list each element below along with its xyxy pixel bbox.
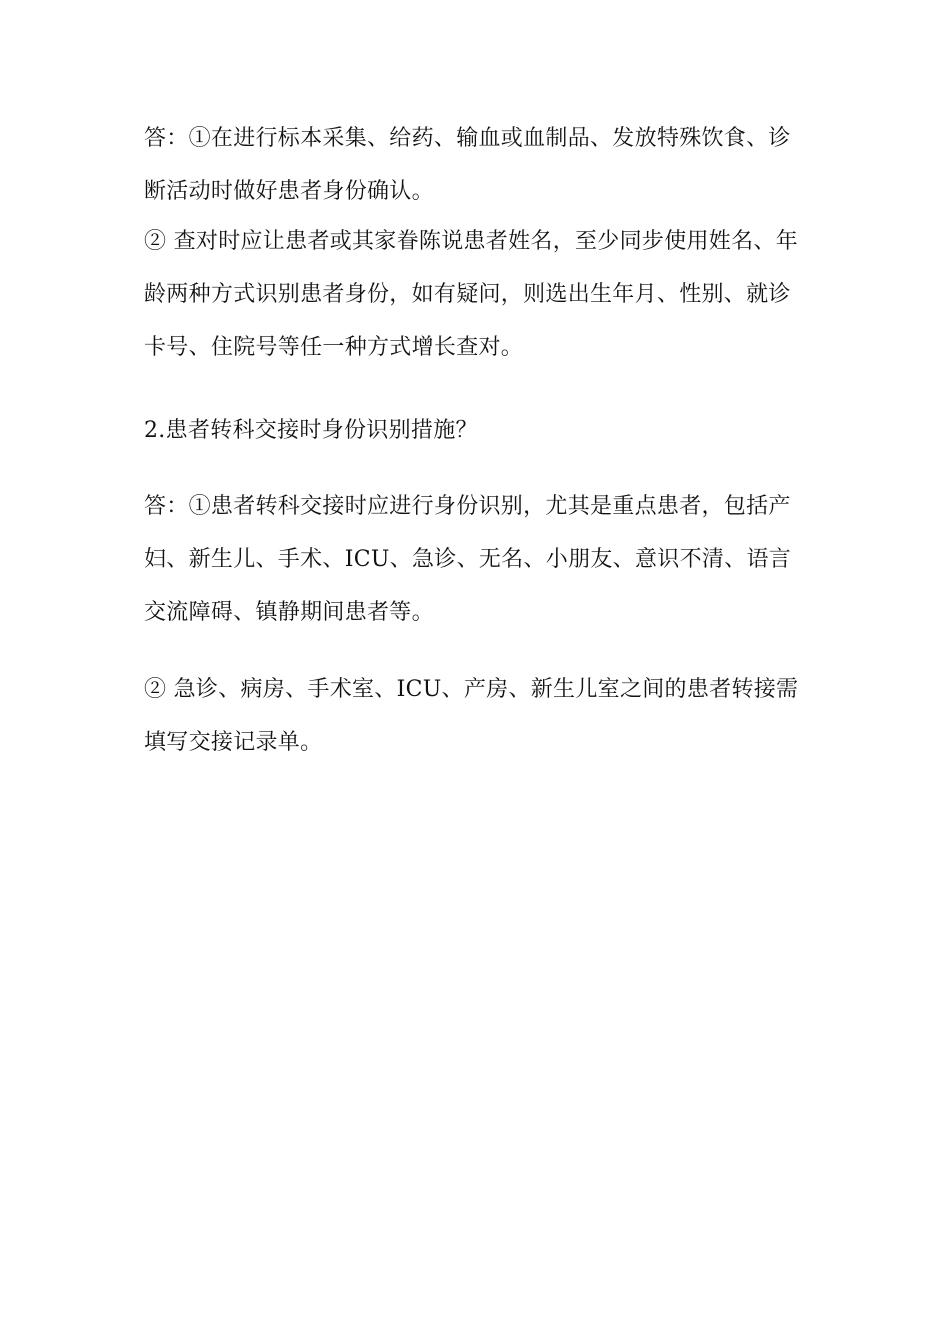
answer-1-part-1: 答：①在进行标本采集、给药、输血或血制品、发放特殊饮食、诊断活动时做好患者身份确认。 bbox=[144, 126, 791, 204]
answer-2-part-2: ② 急诊、病房、手术室、ICU、产房、新生儿室之间的患者转接需填写交接记录单。 bbox=[144, 677, 799, 755]
answer-1-part-2: ② 查对时应让患者或其家眷陈说患者姓名，至少同步使用姓名、年龄两种方式识别患者身份，如有疑问，则选出生年月、性别、就诊卡号、住院号等任一种方式增长查对。 bbox=[144, 229, 798, 360]
answer-2-part-1: 答：①患者转科交接时应进行身份识别，尤其是重点患者，包括产妇、新生儿、手术、ICU、急诊、无名、小朋友、意识不清、语言交流障碍、镇静期间患者等。 bbox=[144, 494, 792, 625]
question-2: 2.患者转科交接时身份识别措施？ bbox=[144, 418, 478, 443]
